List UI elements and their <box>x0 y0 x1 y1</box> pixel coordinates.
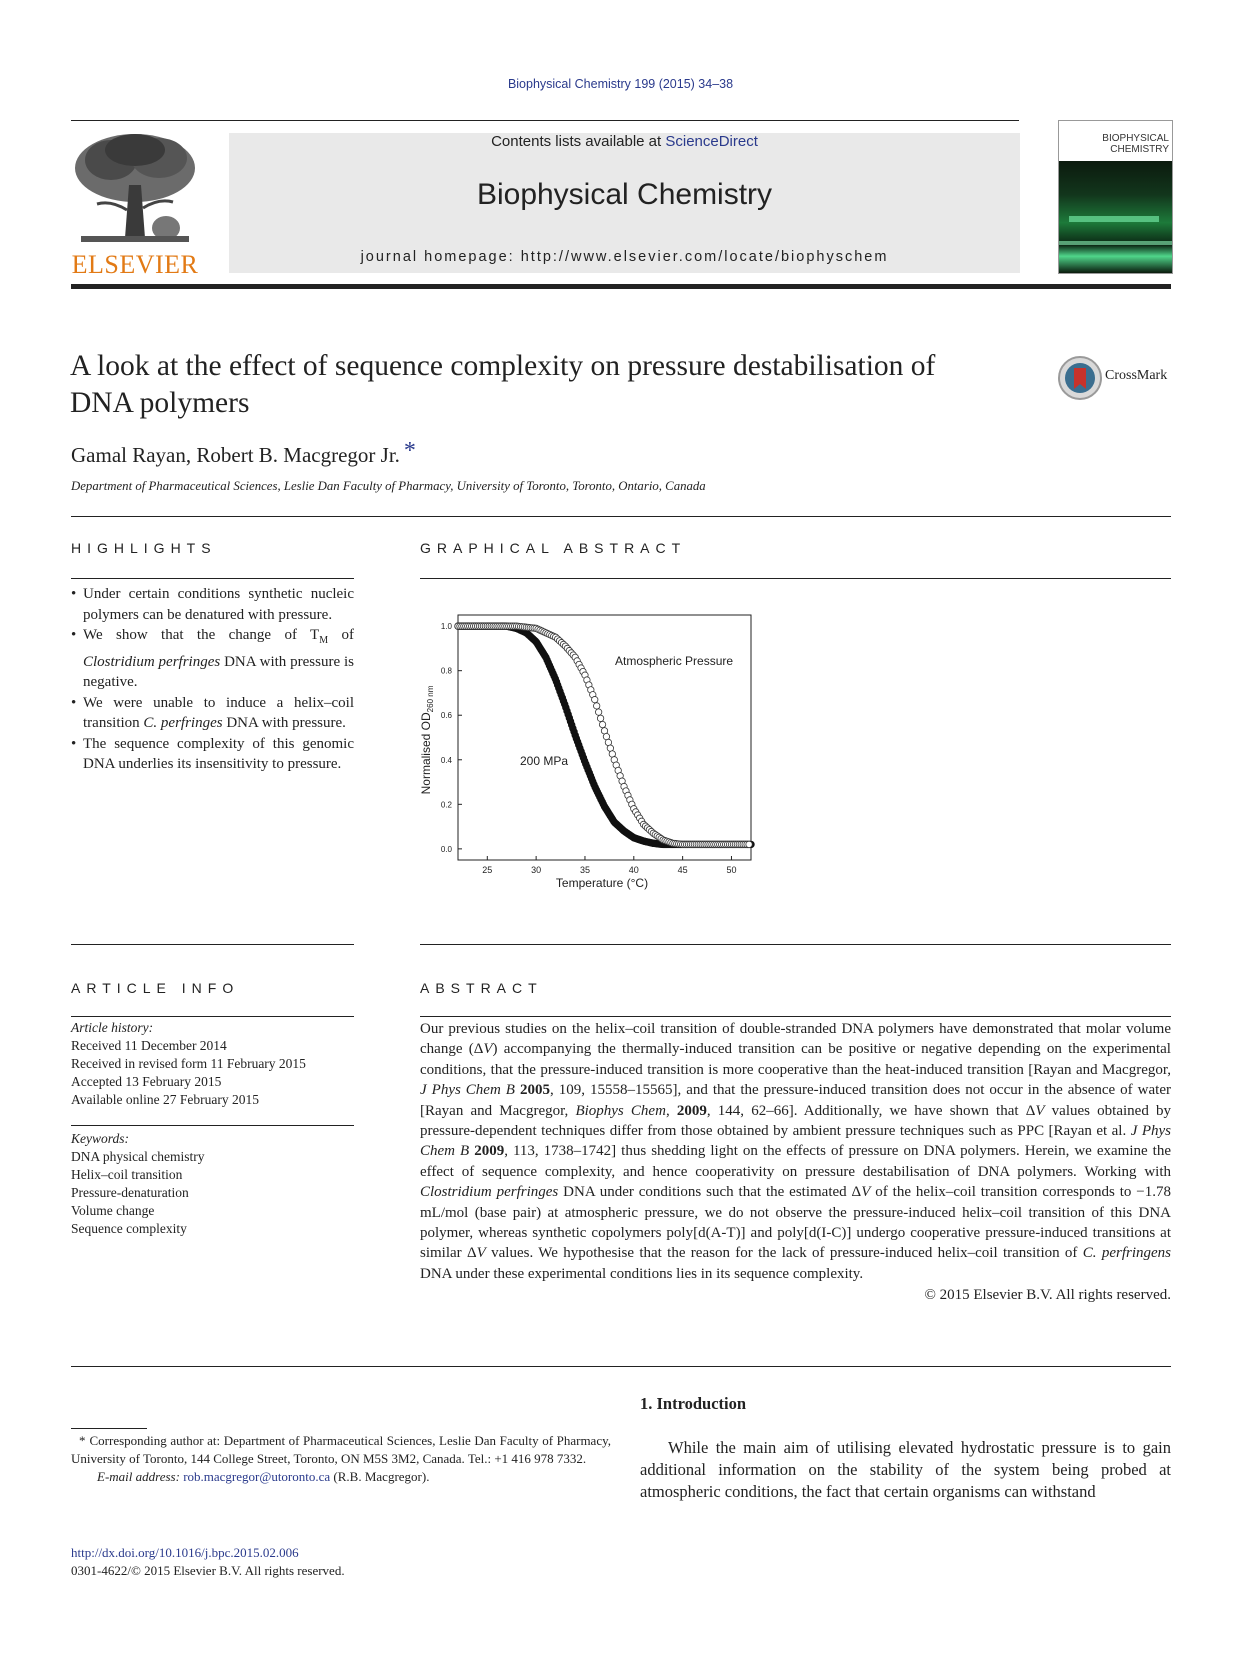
elsevier-logo[interactable] <box>71 130 199 279</box>
graphical-abstract-heading: GRAPHICAL ABSTRACT <box>420 540 687 556</box>
highlight-item: • We were unable to induce a helix–coil transition C. perfringes DNA with pressure. <box>71 693 354 734</box>
introduction-heading: 1. Introduction <box>640 1394 747 1413</box>
x-tick-label: 50 <box>726 865 737 875</box>
data-point-atmospheric <box>595 709 601 715</box>
corresponding-author-mark[interactable]: * <box>403 438 416 464</box>
article-info-heading: ARTICLE INFO <box>71 980 240 996</box>
corresponding-author-footnote: * Corresponding author at: Department of Pharmaceutical Sciences, Leslie Dan Faculty of Pharmacy, University of Toronto, 144 College Street, Toronto, ON M5S 3M2, Canada. Tel.: +1 416 978 7332. E-mail address: rob.macgregor@utoronto.ca (R.B. Macgregor). <box>71 1433 611 1484</box>
y-tick-label: 0.6 <box>440 711 452 721</box>
affiliation: Department of Pharmaceutical Sciences, Leslie Dan Faculty of Pharmacy, University of Toronto, Toronto, Ontario, Canada <box>71 479 706 493</box>
history-item: Accepted 13 February 2015 <box>71 1074 222 1089</box>
history-item: Received 11 December 2014 <box>71 1038 227 1053</box>
cover-title: BIOPHYSICAL CHEMISTRY <box>1102 133 1169 155</box>
contents-line: Contents lists available at ScienceDirect <box>491 133 758 150</box>
x-tick-label: 25 <box>482 865 493 875</box>
x-tick-label: 45 <box>677 865 688 875</box>
keyword-item: DNA physical chemistry <box>71 1149 205 1164</box>
highlights-heading: HIGHLIGHTS <box>71 540 217 556</box>
abstract-body: Our previous studies on the helix–coil transition of double-stranded DNA polymers have demonstrated that molar volume change (ΔV) accompanying the thermally-induced transition can be positive or negative depending on the experimental conditions, that the pressure-induced transition is more cooperative than the heat-induced transition [Rayan and Macgregor, J Phys Chem B 2005, 109, 15558–15565], and that the pressure-induced transition does not occur in the absence of water [Rayan and Macgregor, Biophys Chem, 2009, 144, 62–66]. Additionally, we have shown that ΔV values obtained by pressure-dependent techniques differ from those obtained by ambient pressure techniques such as PPC [Rayan et al. J Phys Chem B 2009, 113, 1738–1742] thus shedding light on the effects of pressure on DNA polymers. Herein, we examine the effect of sequence complexity, and hence cooperativity on pressure destabilisation of DNA polymers. Working with Clostridium perfringes DNA under conditions such that the estimated ΔV of the helix–coil transition corresponds to −1.78 mL/mol (base pair) at atmospheric pressure, we do not observe the pressure-induced helix–coil transition of this DNA polymer, whereas synthetic copolymers poly[d(A-T)] and poly[d(I-C)] undergo cooperative pressure-induced transitions at similar ΔV values. We hypothesise that the reason for the lack of pressure-induced helix–coil transition of C. perfringens DNA under these experimental conditions lies in its sequence complexity. © 2015 Elsevier B.V. All rights reserved. <box>420 1021 1171 1304</box>
journal-title[interactable]: Biophysical Chemistry <box>476 178 773 211</box>
x-axis-label: Temperature (°C) <box>555 876 649 890</box>
highlight-item: • Under certain conditions synthetic nucleic polymers can be denatured with pressure. <box>71 584 354 625</box>
elsevier-wordmark: ELSEVIER <box>71 250 199 279</box>
crossmark-label: CrossMark <box>1105 368 1168 383</box>
journal-banner <box>229 133 1020 273</box>
y-axis-label: Normalised $OD_{260 nm}$ <box>419 685 435 795</box>
data-point-atmospheric <box>746 841 752 847</box>
introduction-body: While the main aim of utilising elevated hydrostatic pressure is to gain additional information on the stability of the system being probed at atmospheric conditions, the fact that certain organisms can withstand <box>640 1438 1171 1501</box>
highlight-item: • We show that the change of $T_M$ of Clostridium perfringes DNA with pressure is negative. <box>71 625 354 693</box>
melting-curve-chart <box>412 605 762 905</box>
highlight-item: • The sequence complexity of this genomic DNA underlies its insensitivity to pressure. <box>71 734 354 775</box>
x-tick-label: 35 <box>579 865 590 875</box>
y-tick-label: 0.2 <box>440 800 452 810</box>
data-point-atmospheric <box>593 703 599 709</box>
data-point-atmospheric <box>597 715 603 721</box>
keyword-item: Pressure-denaturation <box>71 1185 189 1200</box>
article-history: Article history: Received 11 December 2014 Received in revised form 11 February 2015 Accepted 13 February 2015 Available online 27 February 2015 <box>71 1019 354 1109</box>
crossmark-badge[interactable] <box>1057 355 1177 401</box>
keyword-item: Volume change <box>71 1203 155 1218</box>
data-point-atmospheric <box>592 696 598 702</box>
annotation-200mpa: 200 MPa <box>520 754 569 768</box>
y-tick-label: 0.0 <box>440 844 452 854</box>
keyword-item: Helix–coil transition <box>71 1167 183 1182</box>
elsevier-tree-icon <box>71 130 199 248</box>
journal-reference[interactable]: Biophysical Chemistry 199 (2015) 34–38 <box>507 77 734 91</box>
data-point-atmospheric <box>599 721 605 727</box>
abstract-heading: ABSTRACT <box>420 980 543 996</box>
highlights-list <box>71 584 354 775</box>
y-tick-label: 1.0 <box>440 622 452 632</box>
authors: Gamal Rayan, Robert B. Macgregor Jr. * <box>71 438 416 467</box>
history-item: Available online 27 February 2015 <box>71 1092 259 1107</box>
x-tick-label: 30 <box>531 865 542 875</box>
journal-homepage[interactable]: journal homepage: http://www.elsevier.com/locate/biophyschem <box>360 249 889 265</box>
issn-line: 0301-4622/© 2015 Elsevier B.V. All rights reserved. <box>71 1563 345 1578</box>
email-link[interactable]: rob.macgregor@utoronto.ca <box>183 1469 331 1484</box>
keywords: Keywords: DNA physical chemistry Helix–coil transition Pressure-denaturation Volume change Sequence complexity <box>71 1130 354 1238</box>
y-tick-label: 0.8 <box>440 666 452 676</box>
doi-link[interactable]: http://dx.doi.org/10.1016/j.bpc.2015.02.006 <box>71 1545 299 1560</box>
annotation-atmospheric: Atmospheric Pressure <box>615 654 734 668</box>
y-tick-label: 0.4 <box>440 755 452 765</box>
article-title: A look at the effect of sequence complexity on pressure destabilisation of DNA polymers <box>70 350 936 419</box>
history-item: Received in revised form 11 February 2015 <box>71 1056 306 1071</box>
keyword-item: Sequence complexity <box>71 1221 187 1236</box>
abstract-copyright: © 2015 Elsevier B.V. All rights reserved. <box>924 1287 1171 1304</box>
journal-cover[interactable] <box>1058 120 1173 274</box>
x-tick-label: 40 <box>628 865 639 875</box>
sciencedirect-link[interactable]: ScienceDirect <box>665 133 758 150</box>
crossmark-icon <box>1057 355 1103 401</box>
